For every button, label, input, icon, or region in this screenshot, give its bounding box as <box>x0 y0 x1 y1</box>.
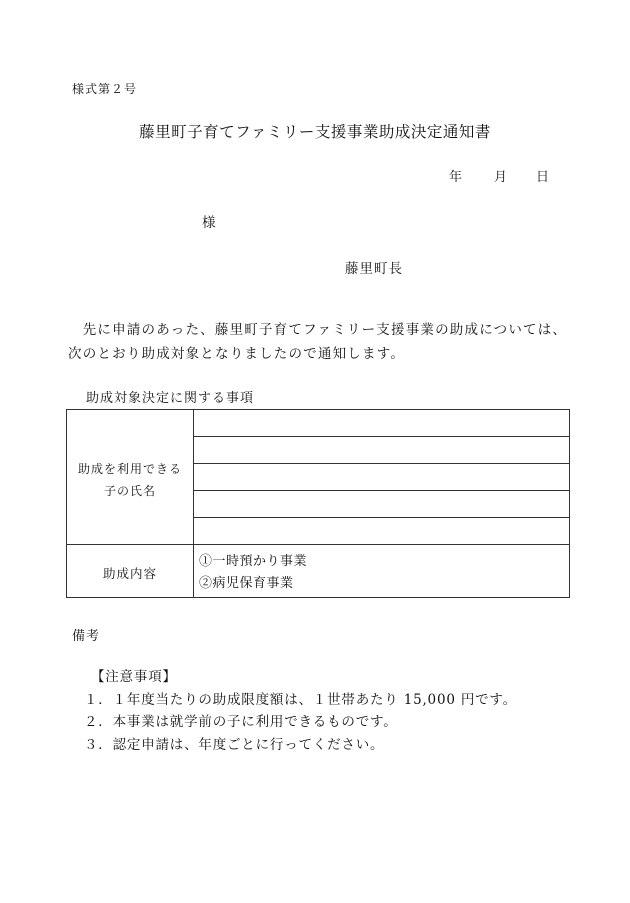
note-item: １．１年度当たりの助成限度額は、１世帯あたり 15,000 円です。 <box>84 691 517 708</box>
notes-heading: 【注意事項】 <box>91 669 177 685</box>
child-name-row-line <box>193 463 569 464</box>
date-day-label: 日 <box>536 170 550 185</box>
form-number: 様式第２号 <box>72 82 138 96</box>
children-name-label-line: 子の氏名 <box>103 484 156 498</box>
issuer-name: 藤里町長 <box>345 261 403 277</box>
child-name-rows <box>193 410 569 544</box>
child-name-row-line <box>193 517 569 518</box>
notes <box>84 666 517 756</box>
children-name-label-line: 助成を利用できる <box>77 462 182 476</box>
content-item: ①一時預かり事業 <box>199 554 308 569</box>
content-label: 助成内容 <box>102 566 157 581</box>
body-line: 先に申請のあった、藤里町子育てファミリー支援事業の助成については、 <box>68 322 568 338</box>
note-item: ２．本事業は就学前の子に利用できるものです。 <box>84 714 398 730</box>
date-year-label: 年 <box>449 170 463 185</box>
remarks-label: 備考 <box>72 629 101 644</box>
note-item: ３．認定申請は、年度ごとに行ってください。 <box>84 736 385 753</box>
body-text <box>68 318 567 366</box>
body-line: 次のとおり助成対象となりましたので通知します。 <box>68 346 406 362</box>
section-label: 助成対象決定に関する事項 <box>86 391 255 406</box>
date-month-label: 月 <box>494 170 508 185</box>
document-title: 藤里町子育てファミリー支援事業助成決定通知書 <box>139 123 491 141</box>
children-name-label <box>67 458 193 502</box>
child-name-row-line <box>193 436 569 437</box>
child-name-row-line <box>193 490 569 491</box>
decision-table <box>66 409 570 598</box>
content-item: ②病児保育事業 <box>199 576 294 591</box>
row-divider <box>67 544 569 545</box>
content-items <box>199 551 307 595</box>
recipient-suffix: 様 <box>202 215 216 231</box>
